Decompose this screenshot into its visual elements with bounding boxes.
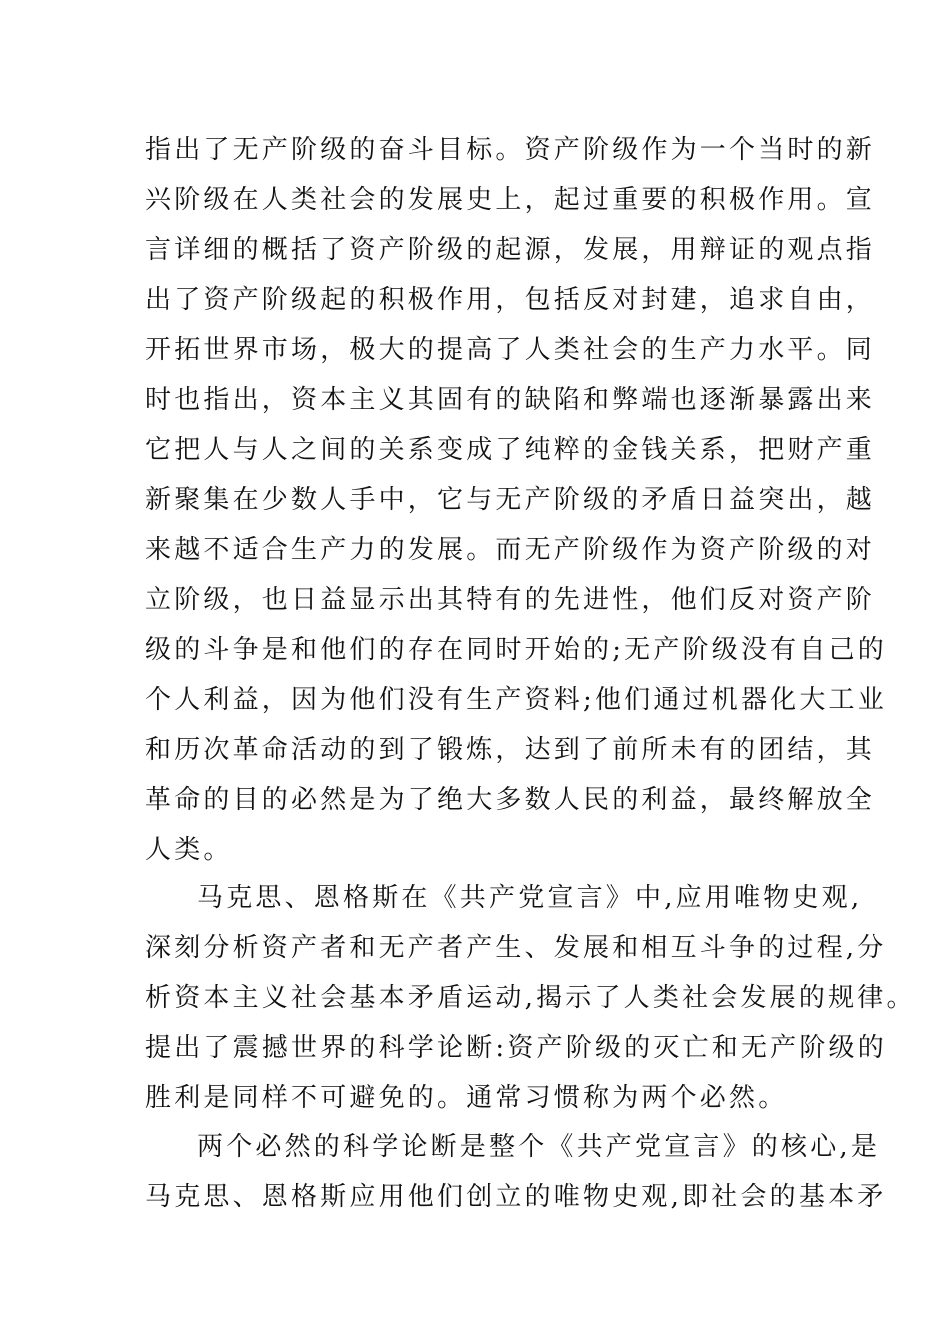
paragraph-3 xyxy=(145,1122,887,1222)
paragraph-2 xyxy=(145,873,916,1123)
text-line: 提出了震撼世界的科学论断:资产阶级的灭亡和无产阶级的 xyxy=(145,1033,887,1063)
text-line: 马克思、恩格斯在《共产党宣言》中,应用唯物史观, xyxy=(197,883,863,913)
text-line: 立阶级，也日益显示出其特有的先进性，他们反对资产阶 xyxy=(145,585,876,615)
text-line: 兴阶级在人类社会的发展史上，起过重要的积极作用。宣 xyxy=(145,185,876,215)
text-line: 胜利是同样不可避免的。通常习惯称为两个必然。 xyxy=(145,1083,788,1113)
paragraph-1 xyxy=(145,125,887,875)
text-line: 深刻分析资产者和无产者产生、发展和相互斗争的过程,分 xyxy=(145,933,887,963)
text-line: 时也指出，资本主义其固有的缺陷和弊端也逐渐暴露出来 xyxy=(145,385,876,415)
text-line: 和历次革命活动的到了锻炼，达到了前所未有的团结，其 xyxy=(145,735,876,765)
text-line: 开拓世界市场，极大的提高了人类社会的生产力水平。同 xyxy=(145,335,876,365)
text-line: 新聚集在少数人手中，它与无产阶级的矛盾日益突出，越 xyxy=(145,485,876,515)
text-line: 析资本主义社会基本矛盾运动,揭示了人类社会发展的规律。 xyxy=(145,983,916,1013)
text-line: 来越不适合生产力的发展。而无产阶级作为资产阶级的对 xyxy=(145,535,876,565)
text-line: 出了资产阶级起的积极作用，包括反对封建，追求自由， xyxy=(145,285,876,315)
text-line: 指出了无产阶级的奋斗目标。资产阶级作为一个当时的新 xyxy=(145,135,876,165)
text-line: 人类。 xyxy=(145,835,233,865)
text-line: 它把人与人之间的关系变成了纯粹的金钱关系，把财产重 xyxy=(145,435,876,465)
text-line: 革命的目的必然是为了绝大多数人民的利益，最终解放全 xyxy=(145,785,876,815)
text-line: 两个必然的科学论断是整个《共产党宣言》的核心,是 xyxy=(197,1132,881,1162)
text-line: 级的斗争是和他们的存在同时开始的;无产阶级没有自己的 xyxy=(145,635,887,665)
text-line: 个人利益，因为他们没有生产资料;他们通过机器化大工业 xyxy=(145,685,887,715)
text-line: 言详细的概括了资产阶级的起源，发展，用辩证的观点指 xyxy=(145,235,876,265)
text-line: 马克思、恩格斯应用他们创立的唯物史观,即社会的基本矛 xyxy=(145,1182,887,1212)
